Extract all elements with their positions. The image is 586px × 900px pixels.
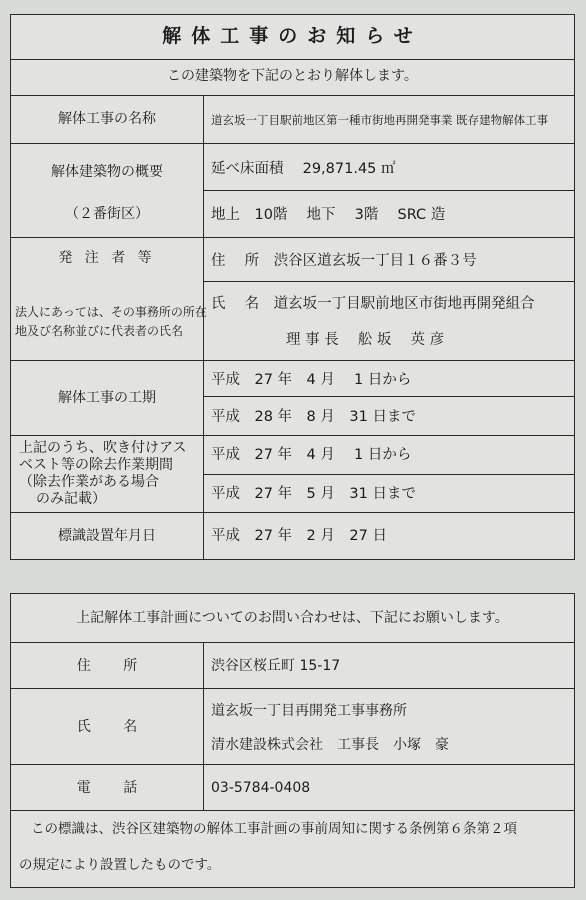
work-name-label: 解体工事の名称 xyxy=(58,111,156,127)
divider xyxy=(11,59,574,60)
period-start: 平成 27 年 4 月 1 日から xyxy=(211,372,412,388)
contact-name-label: 氏 名 xyxy=(76,719,138,735)
orderer-address: 住 所 渋谷区道玄坂一丁目１６番３号 xyxy=(211,253,477,269)
divider xyxy=(203,190,574,191)
divider xyxy=(203,281,574,282)
contact-address-label: 住 所 xyxy=(76,658,138,674)
divider xyxy=(11,512,574,513)
divider xyxy=(11,237,574,238)
asbestos-label-1: 上記のうち、吹き付けアス xyxy=(19,440,187,456)
building-sublabel: （２番街区） xyxy=(65,206,149,222)
notice-title: 解体工事のお知らせ xyxy=(162,25,423,47)
asbestos-label-4: のみ記載） xyxy=(36,491,106,507)
footer-line-2: の規定により設置したものです。 xyxy=(19,857,221,873)
divider xyxy=(203,396,574,397)
contact-board xyxy=(10,593,575,888)
contact-name-1: 道玄坂一丁目再開発工事事務所 xyxy=(211,703,407,719)
posted-label: 標識設置年月日 xyxy=(58,528,156,544)
work-name-value: 道玄坂一丁目駅前地区第一種市街地再開発事業 既存建物解体工事 xyxy=(211,113,549,127)
divider xyxy=(11,143,574,144)
divider xyxy=(11,810,574,811)
divider xyxy=(11,764,574,765)
asbestos-end: 平成 27 年 5 月 31 日まで xyxy=(211,486,416,502)
orderer-representative: 理 事 長 舩 坂 英 彦 xyxy=(286,332,445,348)
building-label: 解体建築物の概要 xyxy=(51,164,163,180)
period-label: 解体工事の工期 xyxy=(58,390,156,406)
orderer-label: 発 注 者 等 xyxy=(58,250,156,266)
divider xyxy=(11,435,574,436)
column-divider xyxy=(203,642,204,810)
contact-name-2: 清水建設株式会社 工事長 小塚 豪 xyxy=(211,737,449,753)
divider xyxy=(11,688,574,689)
contact-address: 渋谷区桜丘町 15-17 xyxy=(211,658,341,674)
contact-phone: 03-5784-0408 xyxy=(211,780,311,796)
column-divider xyxy=(203,95,204,559)
period-end: 平成 28 年 8 月 31 日まで xyxy=(211,409,416,425)
notice-subtitle: この建築物を下記のとおり解体します。 xyxy=(167,68,418,84)
divider xyxy=(11,642,574,643)
divider xyxy=(11,95,574,96)
demolition-notice-board xyxy=(10,14,575,560)
contact-phone-label: 電 話 xyxy=(76,780,138,796)
asbestos-start: 平成 27 年 4 月 1 日から xyxy=(211,447,412,463)
asbestos-label-2: ベスト等の除去作業期間 xyxy=(19,457,173,473)
floors: 地上 10階 地下 3階 SRC 造 xyxy=(211,207,446,223)
orderer-note-2: 地及び名称並びに代表者の氏名 xyxy=(15,324,184,338)
contact-heading: 上記解体工事計画についてのお問い合わせは、下記にお願いします。 xyxy=(76,610,509,626)
orderer-note-1: 法人にあっては、その事務所の所在 xyxy=(15,305,207,319)
divider xyxy=(11,360,574,361)
divider xyxy=(203,474,574,475)
footer-line-1: この標識は、渋谷区建築物の解体工事計画の事前周知に関する条例第６条第２項 xyxy=(31,821,517,837)
asbestos-label-3: （除去作業がある場合 xyxy=(19,474,159,490)
posted-date: 平成 27 年 2 月 27 日 xyxy=(211,528,387,544)
floor-area: 延べ床面積 29,871.45 ㎡ xyxy=(211,161,396,177)
orderer-name: 氏 名 道玄坂一丁目駅前地区市街地再開発組合 xyxy=(211,296,535,312)
